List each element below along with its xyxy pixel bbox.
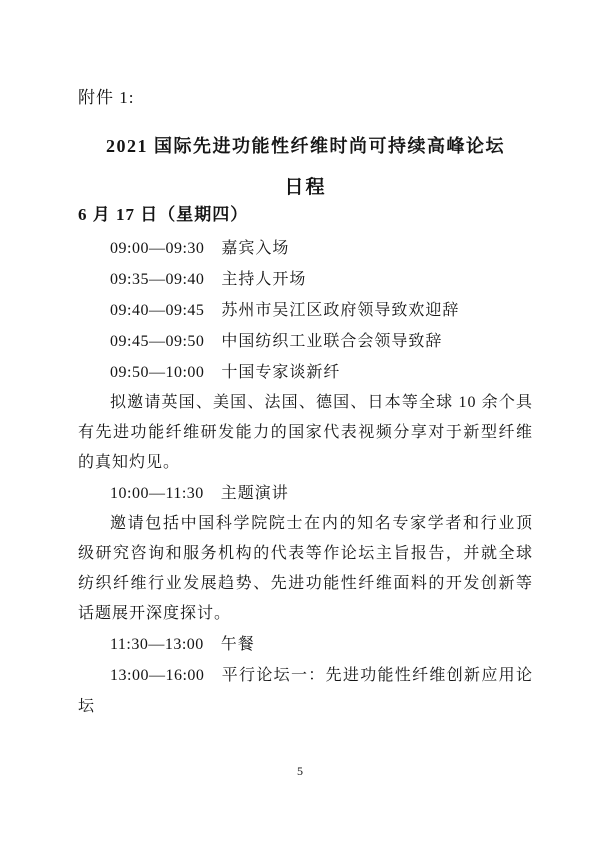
- schedule-activity: 苏州市吴江区政府领导致欢迎辞: [221, 302, 460, 319]
- schedule-item: [78, 629, 533, 660]
- schedule-item: [78, 264, 533, 295]
- schedule-activity: 主持人开场: [221, 271, 307, 288]
- schedule-time: 09:50—10:00: [110, 364, 205, 381]
- schedule-activity: 午餐: [220, 636, 255, 653]
- schedule-time: 09:45—09:50: [110, 333, 205, 350]
- schedule-activity: 中国纺织工业联合会领导致辞: [221, 333, 443, 350]
- schedule-item: [78, 295, 533, 326]
- schedule-item: [78, 233, 533, 264]
- description-paragraph: 邀请包括中国科学院院士在内的知名专家学者和行业顶级研究咨询和服务机构的代表等作论坛主旨报告，并就全球纺织纤维行业发展趋势、先进功能性纤维面料的开发创新等话题展开深度探讨。: [78, 515, 533, 622]
- schedule-item: [78, 357, 533, 388]
- schedule-time: 09:35—09:40: [110, 271, 205, 288]
- page-number: 5: [297, 764, 303, 778]
- schedule-time: 10:00—11:30: [110, 485, 204, 502]
- schedule-activity: 平行论坛一：先进功能性纤维创新应用论坛: [78, 667, 533, 715]
- schedule-time: 11:30—13:00: [110, 636, 204, 653]
- schedule-item: [78, 478, 533, 509]
- schedule-activity: 十国专家谈新纤: [221, 364, 341, 381]
- schedule-activity: 嘉宾入场: [221, 240, 290, 257]
- document-title: 2021 国际先进功能性纤维时尚可持续高峰论坛: [106, 136, 505, 156]
- schedule-time: 13:00—16:00: [110, 667, 205, 684]
- document-subtitle: 日程: [284, 177, 327, 198]
- schedule-time: 09:00—09:30: [110, 240, 205, 257]
- date-heading: 6 月 17 日（星期四）: [78, 205, 249, 224]
- schedule-time: 09:40—09:45: [110, 302, 205, 319]
- attachment-label: 附件 1:: [78, 88, 135, 107]
- schedule-activity: 主题演讲: [220, 485, 289, 502]
- description-paragraph: 拟邀请英国、美国、法国、德国、日本等全球 10 余个具有先进功能纤维研发能力的国家代表视频分享对于新型纤维的真知灼见。: [78, 394, 533, 471]
- schedule-item: [78, 326, 533, 357]
- schedule-item: [78, 660, 533, 722]
